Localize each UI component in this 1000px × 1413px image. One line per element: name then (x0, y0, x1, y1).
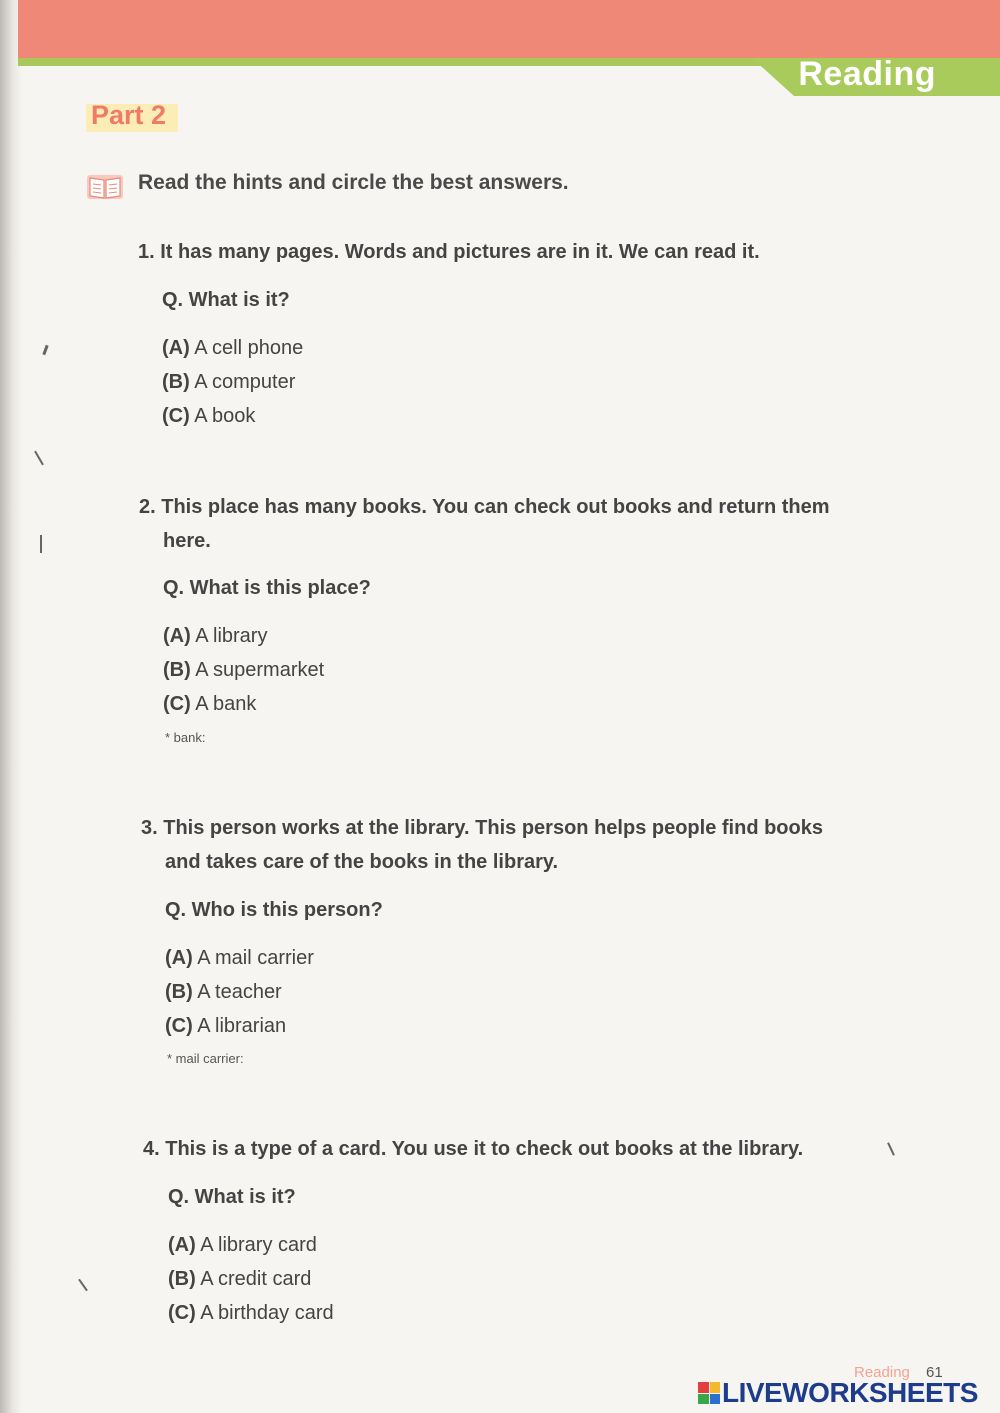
question-2-vocab-note: * bank: (165, 730, 206, 745)
page-number: 61 (926, 1364, 943, 1381)
question-1-option-a[interactable]: (A) A cell phone (162, 337, 304, 359)
question-4-prompt: Q. What is it? (168, 1186, 296, 1208)
question-3-option-c[interactable]: (C) A librarian (165, 1015, 287, 1037)
scan-mark (40, 535, 42, 553)
part-title: Part 2 (91, 100, 167, 130)
question-3-vocab-note: * mail carrier: (167, 1051, 244, 1066)
book-spine-shadow (0, 0, 22, 1413)
question-3-option-a[interactable]: (A) A mail carrier (165, 947, 314, 969)
question-3-prompt: Q. Who is this person? (165, 899, 383, 921)
scan-mark (34, 451, 44, 466)
scan-mark (42, 345, 48, 355)
instruction-text: Read the hints and circle the best answers. (138, 171, 569, 194)
question-1-option-b[interactable]: (B) A computer (162, 371, 296, 393)
question-2-option-c[interactable]: (C) A bank (163, 693, 257, 715)
question-4-option-a[interactable]: (A) A library card (168, 1234, 317, 1256)
question-1-prompt: Q. What is it? (162, 289, 290, 311)
footer-section-label: Reading (854, 1364, 910, 1381)
header-band (18, 0, 1000, 62)
question-1-option-c[interactable]: (C) A book (162, 405, 256, 427)
liveworksheets-logo (698, 1378, 978, 1408)
question-3-hint-line-1: 3. This person works at the library. This person helps people find books (141, 817, 823, 839)
liveworksheets-logo-text: LIVEWORKSHEETS (722, 1377, 978, 1408)
question-2-prompt: Q. What is this place? (163, 577, 371, 599)
question-3-hint-line-2: and takes care of the books in the library. (165, 851, 559, 873)
question-2-hint-line-2: here. (163, 530, 211, 552)
question-4-hint: 4. This is a type of a card. You use it to check out books at the library. (143, 1138, 804, 1160)
scan-mark (887, 1142, 895, 1156)
question-2-hint-line-1: 2. This place has many books. You can check out books and return them (139, 496, 830, 518)
question-1-hint: 1. It has many pages. Words and pictures are in it. We can read it. (138, 241, 760, 263)
scan-mark (78, 1279, 88, 1292)
question-2-option-b[interactable]: (B) A supermarket (163, 659, 325, 681)
question-4-option-b[interactable]: (B) A credit card (168, 1268, 312, 1290)
question-3-option-b[interactable]: (B) A teacher (165, 981, 282, 1003)
liveworksheets-logo-icon (698, 1382, 720, 1404)
question-4-option-c[interactable]: (C) A birthday card (168, 1302, 334, 1324)
section-tab-label: Reading (798, 55, 936, 93)
question-2-option-a[interactable]: (A) A library (163, 625, 268, 647)
open-book-icon (86, 172, 124, 202)
